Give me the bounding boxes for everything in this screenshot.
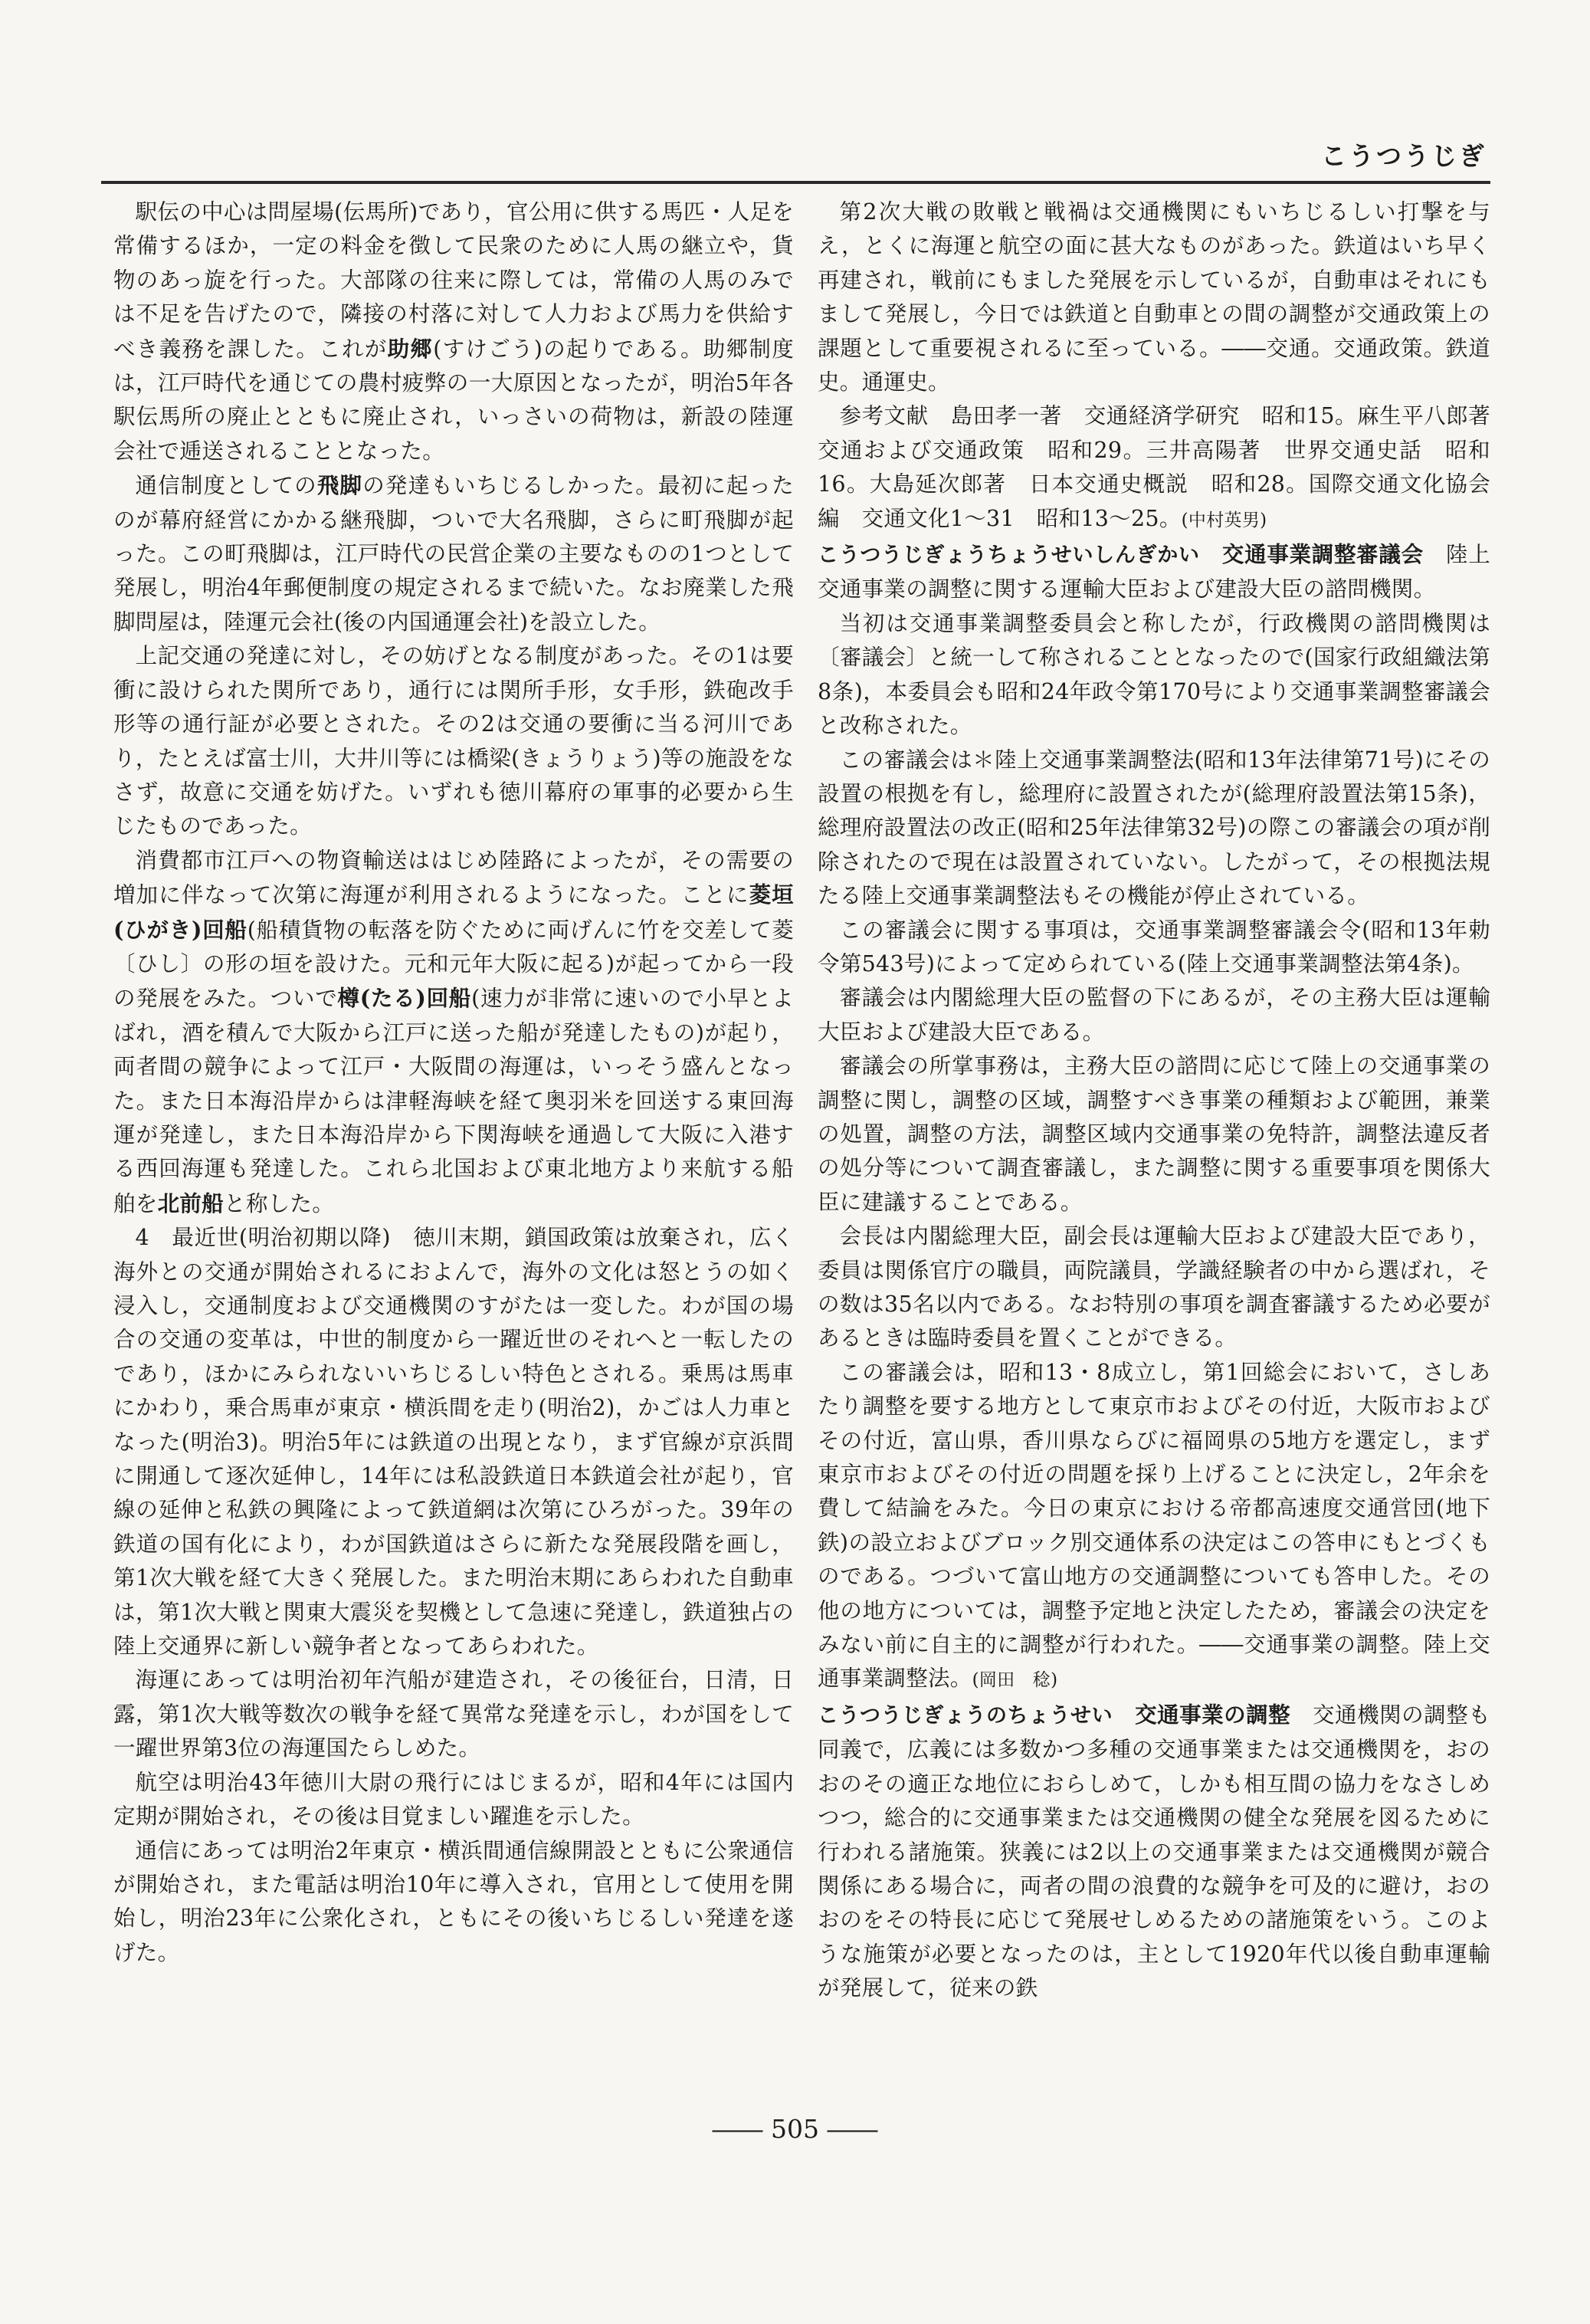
text: 参考文献 島田孝一著 交通経済学研究 昭和15。麻生平八郎著 交通および交通政策 昭和29。三井高陽著 世界交通史話 昭和16。大島延次郎著 日本交通史概説 昭和28。国際交通文化協会編 交通文化1～31 昭和13～25。 [818, 403, 1513, 531]
author-signature: (岡田 稔) [972, 1670, 1058, 1691]
paragraph: 航空は明治43年徳川大尉の飛行にはじまるが，昭和4年には国内定期が開始され，その後は目覚ましい躍進を示した。 [113, 1769, 794, 1830]
page-number: ―― 505 ―― [712, 2114, 878, 2144]
entry-definition: 交通機関の調整も同義で，広義には多数かつ多種の交通事業または交通機関を，おのおのその適正な地位におらしめて，しかも相互間の協力をなさしめつつ，総合的に交通事業または交通機関の健全な発展を図るために行われる諸施策。狭義には2以上の交通事業または交通機関が競合関係にある場合に，両者の間の浪費的な競争を可及的に避け，おのおのをその特長に応じて発展せしめるための諸施策をいう。このような施策が必要となったのは，主として1920年代以後自動車運輸が発展して，従来の鉄 [818, 1702, 1490, 2001]
paragraph: 当初は交通事業調整委員会と称したが，行政機関の諮問機関は〔審議会〕と統一して称されることとなったので(国家行政組織法第8条)，本委員会も昭和24年政令第170号により交通事業調整審議会と改称された。 [818, 610, 1490, 739]
paragraph [113, 844, 794, 1221]
running-head: こうつうじぎ [1321, 141, 1487, 171]
text: 駅伝の中心は問屋場(伝馬所)であり，官公用に供する馬匹・人足を常備するほか，一定の料金を徴して民衆のために人馬の継立や，貨物のあっ旋を行った。大部隊の往来に際しては，常備の人馬のみでは不足を告げたので，隣接の村落に対して人力および馬力を供給すべき義務を課した。これが [113, 199, 794, 362]
paragraph: この審議会に関する事項は，交通事業調整審議会令(昭和13年勅令第543号)によって定められている(陸上交通事業調整法第4条)。 [818, 917, 1490, 977]
entry-headword: こうつうじぎょうのちょうせい [818, 1703, 1113, 1728]
author-signature: (中村英男) [1181, 510, 1267, 530]
text: 消費都市江戸への物資輸送ははじめ陸路によったが，その需要の増加に伴なって次第に海運が利用されるようになった。ことに [113, 847, 794, 908]
text: (船積貨物の転落を防ぐために両げんに竹を交差して菱〔ひし〕の形の垣を設けた。元和元年大阪に起る)が起ってから一段の発展をみた。ついで [113, 917, 794, 1012]
paragraph [113, 195, 794, 468]
paragraph: 第2次大戦の敗戦と戦禍は交通機関にもいちじるしい打撃を与え，とくに海運と航空の面に甚大なものがあった。鉄道はいち早く再建され，戦前にもました発展を示しているが，自動車はそれにもまして発展し，今日では鉄道と自動車との間の調整が交通政策上の課題として重要視されるに至っている。――交通。交通政策。鉄道史。通運史。 [818, 199, 1490, 396]
entry-term: 交通事業の調整 [1135, 1701, 1291, 1728]
entry-headword: こうつうじぎょうちょうせいしんぎかい [818, 543, 1200, 568]
right-column [818, 195, 1513, 2219]
paragraph: 上記交通の発達に対し，その妨げとなる制度があった。その1は要衝に設けられた関所であり，通行には関所手形，女手形，鉄砲改手形等の通行証が必要とされた。その2は交通の要衝に当る河川であり，たとえば富士川，大井川等には橋梁(きょうりょう)等の施設をなさず，故意に交通を妨げた。いずれも徳川幕府の軍事的必要から生じたものであった。 [113, 643, 794, 839]
term-higaki-kaisen: 菱垣(ひがき)回船 [113, 881, 794, 943]
term-kitamaebune: 北前船 [157, 1190, 225, 1216]
text: (すけごう)の起りである。助郷制度は，江戸時代を通じての農村疲弊の一大原因となったが，明治5年各駅伝馬所の廃止とともに廃止され，いっさいの荷物は，新設の陸運会社で逓送されることとなった。 [113, 336, 794, 464]
paragraph: 審議会の所掌事務は，主務大臣の諮問に応じて陸上の交通事業の調整に関し，調整の区域，調整すべき事業の種類および範囲，兼業の処置，調整の方法，調整区域内交通事業の免特許，調整法違反者の処分等について調査審議し，また調整に関する重要事項を関係大臣に建議することである。 [818, 1053, 1490, 1215]
text: この審議会は，昭和13・8成立し，第1回総会において，さしあたり調整を要する地方として東京市およびその付近，大阪市およびその付近，富山県，香川県ならびに福岡県の5地方を選定し，まず東京市およびその付近の問題を採り上げることに決定し，2年余を費して結論をみた。今日の東京における帝都高速度交通営団(地下鉄)の設立およびブロック別交通体系の決定はこの答申にもとづくものである。つづいて富山地方の交通調整についても答申した。その他の地方については，調整予定地と決定したため，審議会の決定をみない前に自主的に調整が行われた。――交通事業の調整。陸上交通事業調整法。 [818, 1359, 1490, 1692]
references [818, 399, 1513, 537]
term-taru-kaisen: 樽(たる)回船 [337, 985, 472, 1012]
paragraph: 会長は内閣総理大臣，副会長は運輸大臣および建設大臣であり，委員は関係官庁の職員，両院議員，学識経験者の中から選ばれ，その数は35名以内である。なお特別の事項を調査審議するため必要があるときは臨時委員を置くことができる。 [818, 1223, 1490, 1351]
dictionary-entry [818, 537, 1490, 607]
dictionary-entry [818, 1698, 1490, 2006]
header-rule [101, 181, 1490, 184]
paragraph: 通信にあっては明治2年東京・横浜間通信線開設とともに公衆通信が開始され，また電話は明治10年に導入され，官用として使用を開始し，明治23年に公衆化され，ともにその後いちじるしい発達を遂げた。 [113, 1837, 794, 1965]
text: の発達もいちじるしかった。最初に起ったのが幕府経営にかかる継飛脚，ついで大名飛脚，さらに町飛脚が起った。この町飛脚は，江戸時代の民営企業の主要なものの1つとして発展し，明治4年郵便制度の規定されるまで続いた。なお廃業した飛脚問屋は，陸運元会社(後の内国通運会社)を設立した。 [113, 473, 794, 635]
text: (速力が非常に速いので小早とよばれ，酒を積んで大阪から江戸に送った船が発達したもの)が起り，両者間の競争によって江戸・大阪間の海運は，いっそう盛んとなった。また日本海沿岸からは津軽海峡を経て奥羽米を回送する東回海運が発達し，また日本海沿岸から下関海峡を通過して大阪に入港する西回海運も発達した。これら北国および東北地方より来航する船舶を [113, 986, 794, 1216]
entry-definition: 陸上交通事業の調整に関する運輸大臣および建設大臣の諮問機関。 [818, 542, 1491, 602]
paragraph: 審議会は内閣総理大臣の監督の下にあるが，その主務大臣は運輸大臣および建設大臣である。 [818, 985, 1490, 1045]
text: 通信制度としての [135, 473, 317, 499]
text: と称した。 [224, 1190, 335, 1216]
paragraph [113, 468, 794, 639]
left-column [113, 195, 794, 2219]
paragraph: この審議会は＊陸上交通事業調整法(昭和13年法律第71号)にその設置の根拠を有し，総理府に設置されたが(総理府設置法第15条)，総理府設置法の改正(昭和25年法律第32号)の際この審議会の項が削除されたので現在は設置されていない。したがって，その根拠法規たる陸上交通事業調整法もその機能が停止されている。 [818, 747, 1490, 909]
paragraph [818, 1356, 1490, 1698]
entry-term: 交通事業調整審議会 [1221, 541, 1424, 568]
paragraph: 海運にあっては明治初年汽船が建造され，その後征台，日清，日露，第1次大戦等数次の戦争を経て異常な発達を示し，わが国をして一躍世界第3位の海運国たらしめた。 [113, 1667, 794, 1761]
paragraph: 4 最近世(明治初期以降) 徳川末期，鎖国政策は放棄され，広く海外との交通が開始されるにおよんで，海外の文化は怒とうの如く浸入し，交通制度および交通機関のすがたは一変した。わが国の場合の交通の変革は，中世的制度から一躍近世のそれへと一転したのであり，ほかにみられないいちじるしい特色とされる。乗馬は馬車にかわり，乗合馬車が東京・横浜間を走り(明治2)，かごは人力車となった(明治3)。明治5年には鉄道の出現となり，まず官線が京浜間に開通して逐次延伸し，14年には私設鉄道日本鉄道会社が起り，官線の延伸と私鉄の興隆によって鉄道網は次第にひろがった。39年の鉄道の国有化により，わが国鉄道はさらに新たな発展段階を画し，第1次大戦を経て大きく発展した。また明治末期にあらわれた自動車は，第1次大戦と関東大震災を契機として急速に発達し，鉄道独占の陸上交通界に新しい競争者となってあらわれた。 [113, 1225, 794, 1659]
term-sukego: 助郷 [387, 335, 434, 362]
term-hikyaku: 飛脚 [316, 472, 363, 499]
